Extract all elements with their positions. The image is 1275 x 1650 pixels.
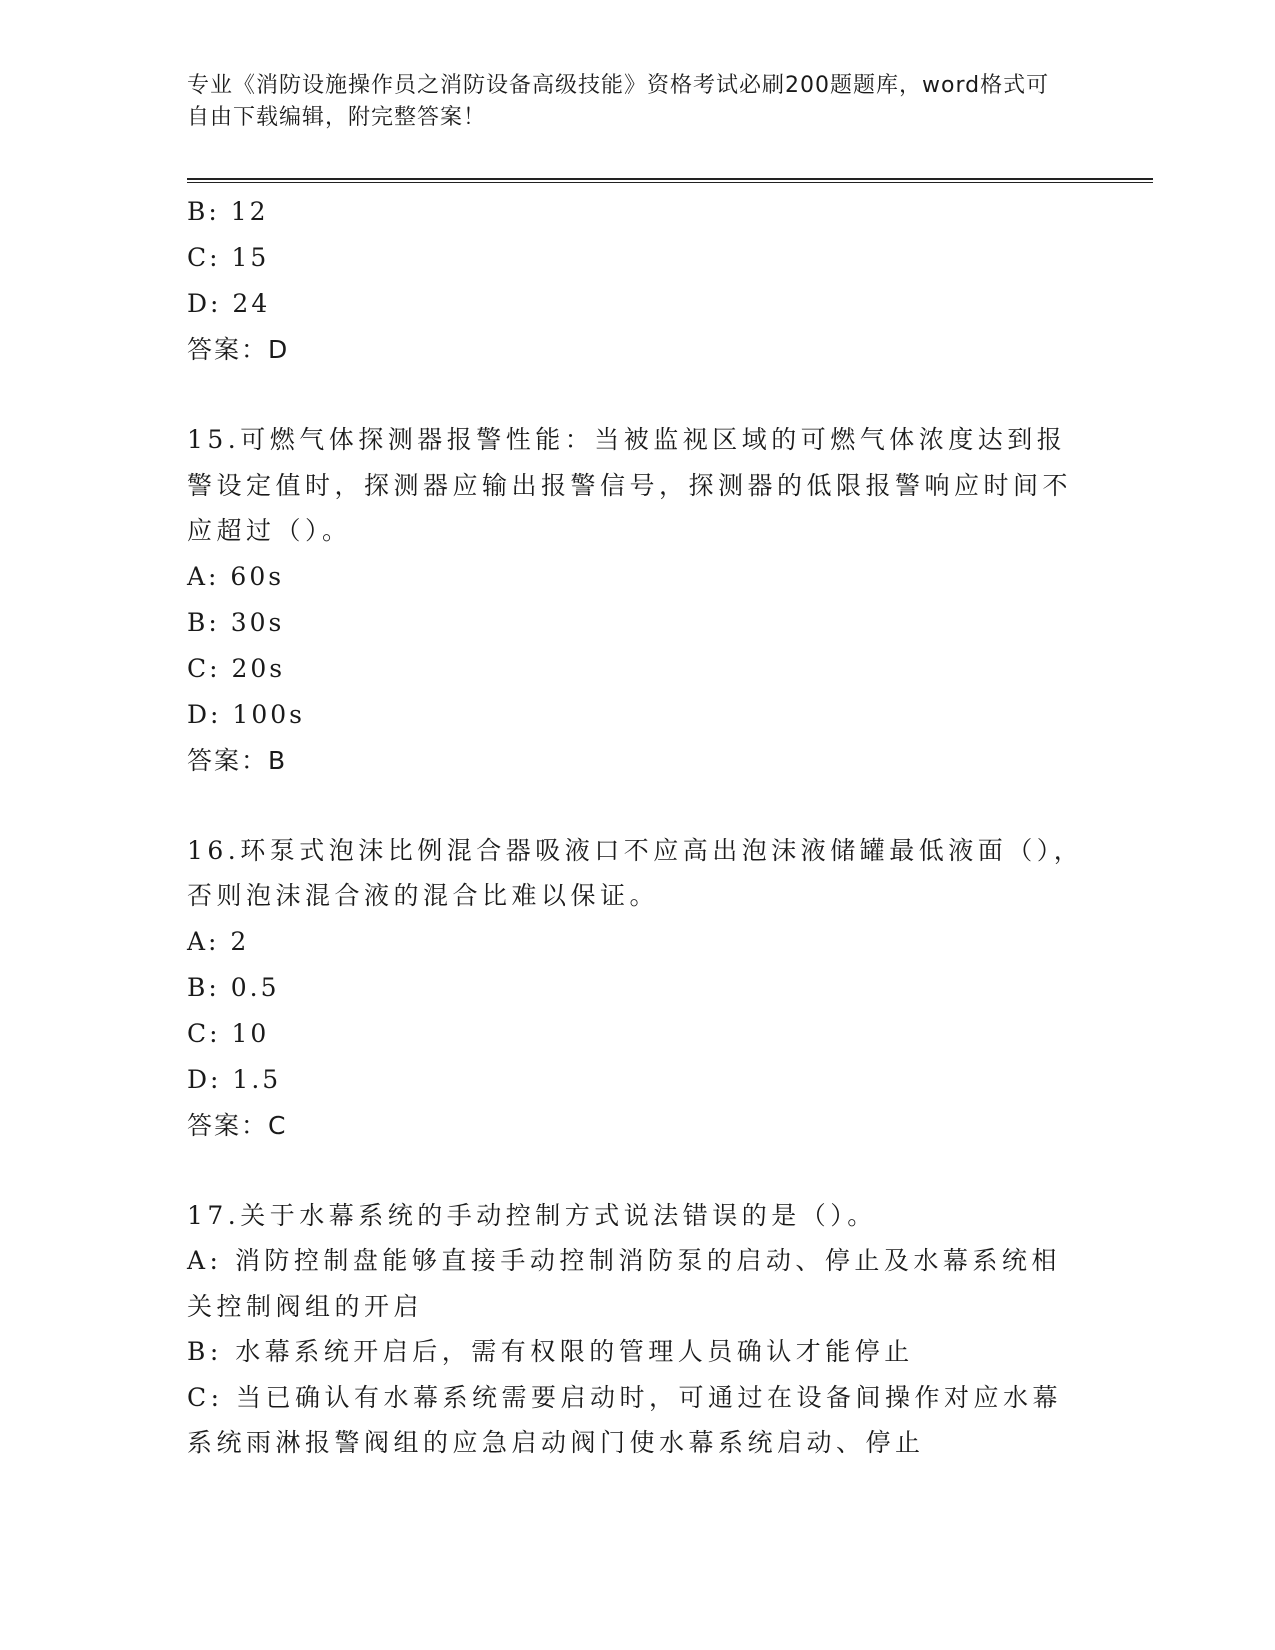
option-c: C: 10 — [187, 1018, 270, 1048]
question-text: 15.可燃气体探测器报警性能：当被监视区域的可燃气体浓度达到报警设定值时，探测器应输出报警信号，探测器的低限报警响应时间不应超过（）。 — [187, 425, 1073, 545]
option-b: B: 水幕系统开启后，需有权限的管理人员确认才能停止 — [187, 1337, 914, 1366]
option-b: B: 0.5 — [187, 972, 280, 1002]
option-b: B: 12 — [187, 197, 269, 226]
option-d: D: 100s — [187, 699, 305, 729]
option-b: B: 30s — [187, 607, 285, 637]
question-text: 16.环泵式泡沫比例混合器吸液口不应高出泡沫液储罐最低液面（），否则泡沫混合液的混合比难以保证。 — [187, 835, 1084, 910]
header-rule-thin — [187, 182, 1153, 183]
prev-question-tail — [187, 189, 1087, 373]
answer: 答案：C — [187, 1110, 288, 1140]
question-16 — [187, 828, 1087, 1149]
option-a: A: 2 — [187, 926, 250, 956]
answer: 答案：D — [187, 335, 290, 364]
option-c: C: 当已确认有水幕系统需要启动时，可通过在设备间操作对应水幕系统雨淋报警阀组的应急启动阀门使水幕系统启动、停止 — [187, 1382, 1063, 1457]
option-a: A: 消防控制盘能够直接手动控制消防泵的启动、停止及水幕系统相关控制阀组的开启 — [187, 1246, 1061, 1321]
answer: 答案：B — [187, 745, 288, 775]
option-d: D: 1.5 — [187, 1064, 282, 1094]
question-15 — [187, 417, 1087, 784]
document-header: 专业《消防设施操作员之消防设备高级技能》资格考试必刷200题题库，word格式可自由下载编辑，附完整答案！ — [187, 73, 1050, 130]
option-a: A: 60s — [187, 561, 285, 591]
question-17 — [187, 1193, 1087, 1466]
header-rule-thick — [187, 178, 1153, 180]
question-text: 17.关于水幕系统的手动控制方式说法错误的是（）。 — [187, 1200, 877, 1230]
option-c: C: 15 — [187, 243, 270, 272]
document-body — [187, 189, 1087, 1466]
option-c: C: 20s — [187, 653, 286, 683]
option-d: D: 24 — [187, 289, 271, 318]
